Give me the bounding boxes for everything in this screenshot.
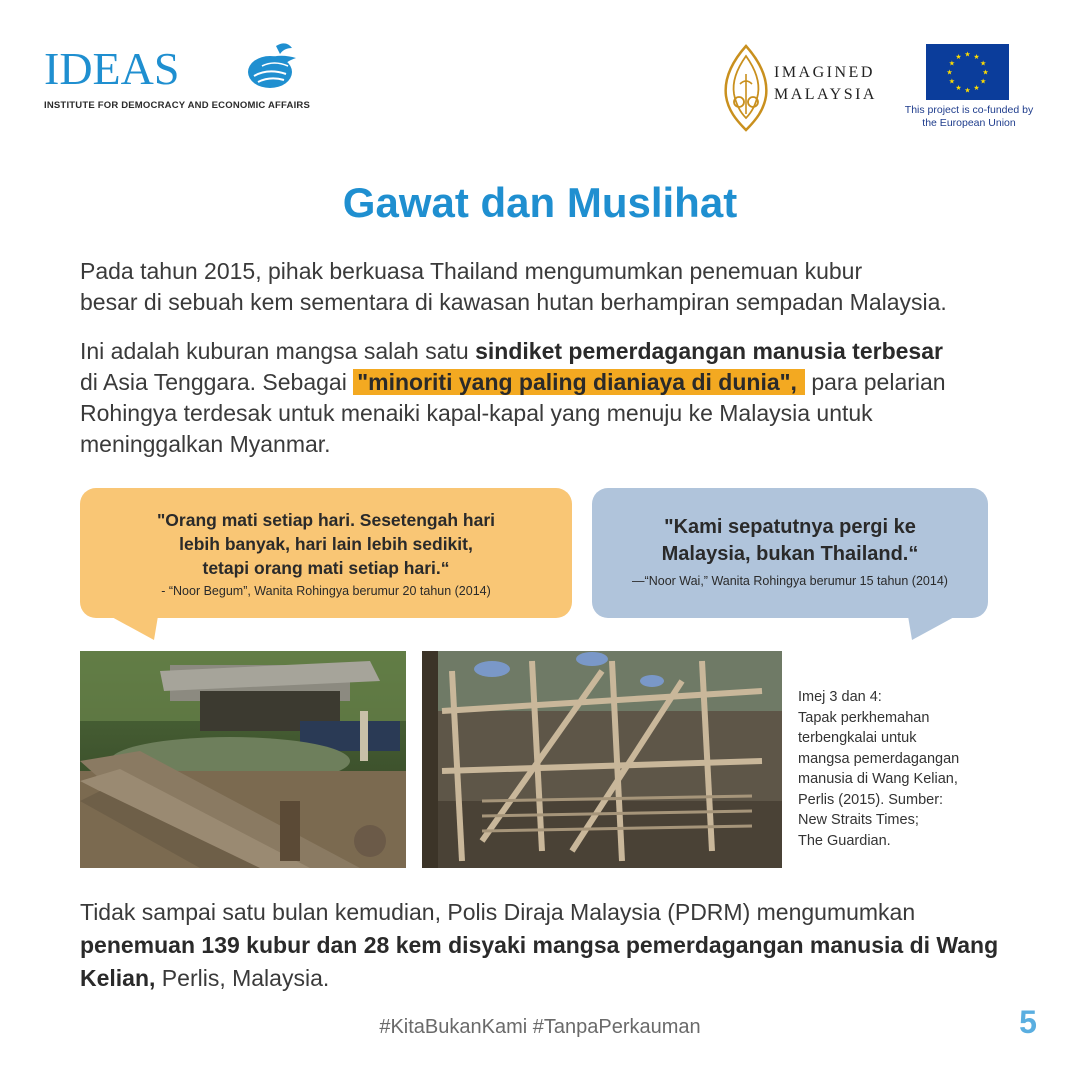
photo-forest-camp — [80, 651, 406, 868]
quote-line: Malaysia, bukan Thailand.“ — [661, 543, 919, 565]
svg-text:★: ★ — [948, 59, 956, 68]
svg-text:★: ★ — [948, 77, 956, 86]
photo-abandoned-shelter — [422, 651, 782, 868]
paragraph-text: di Asia Tenggara. Sebagai — [80, 369, 354, 395]
svg-text:★: ★ — [982, 68, 989, 77]
quote-line: lebih banyak, hari lain lebih sedikit, — [179, 534, 473, 554]
bold-phrase: penemuan 139 kubur dan 28 kem disyaki mangsa pemerdagangan manusia di Wang Kelian, — [80, 932, 999, 991]
eu-caption-line: the European Union — [922, 117, 1016, 129]
svg-text:★: ★ — [946, 68, 953, 77]
intro-paragraph — [80, 256, 1010, 318]
quote-attribution: —“Noor Wai,” Wanita Rohingya berumur 15 tahun (2014) — [632, 574, 948, 588]
speech-bubble-tail — [908, 616, 956, 640]
image-caption — [798, 687, 988, 851]
paragraph-text: Ini adalah kuburan mangsa salah satu — [80, 338, 476, 364]
svg-text:★: ★ — [964, 86, 971, 95]
ideas-logo-text: IDEAS — [44, 43, 180, 94]
ideas-subtitle: INSTITUTE FOR DEMOCRACY AND ECONOMIC AFFAIRS — [44, 100, 311, 111]
bird-icon — [240, 40, 306, 96]
quote-text — [80, 508, 572, 580]
paragraph-line: Tidak sampai satu bulan kemudian, Polis Diraja Malaysia (PDRM) mengumumkan — [80, 899, 916, 925]
page-number: 5 — [1019, 1004, 1037, 1040]
svg-text:★: ★ — [973, 52, 980, 61]
quote-line: "Kami sepatutnya pergi ke — [664, 516, 916, 538]
quote-line: tetapi orang mati setiap hari.“ — [202, 558, 450, 578]
caption-line: Perlis (2015). Sumber: — [798, 791, 944, 808]
eu-caption — [896, 104, 1042, 130]
svg-text:★: ★ — [964, 50, 971, 59]
ideas-logo — [44, 40, 311, 120]
svg-text:★: ★ — [979, 59, 987, 68]
hashtags: #KitaBukanKami #TanpaPerkauman — [379, 1016, 701, 1038]
eu-flag-icon — [926, 44, 1009, 100]
speech-bubble-tail — [110, 616, 158, 640]
caption-line: Tapak perkhemahan — [798, 709, 930, 726]
page-title: Gawat dan Muslihat — [342, 179, 738, 226]
svg-text:★: ★ — [955, 84, 962, 93]
quote-bubble-noor-begum — [80, 488, 572, 618]
eu-caption-line: This project is co-funded by — [904, 104, 1034, 116]
context-paragraph — [80, 336, 960, 460]
gunungan-emblem-icon — [722, 44, 770, 134]
paragraph-text: Perlis, Malaysia. — [155, 965, 330, 991]
svg-text:★: ★ — [955, 52, 962, 61]
bold-phrase: sindiket pemerdagangan manusia terbesar — [475, 338, 943, 364]
svg-text:★: ★ — [973, 84, 980, 93]
quote-bubble-noor-wai — [592, 488, 988, 618]
paragraph-text: para pelarian Rohingya terdesak untuk menaiki kapal-kapal yang menuju ke Malaysia untuk meninggalkan Myanmar. — [80, 369, 946, 457]
highlighted-quote: "minoriti yang paling dianiaya di dunia", — [353, 369, 805, 395]
imagined-malaysia-logo — [722, 44, 902, 134]
caption-line: mangsa pemerdagangan — [798, 750, 960, 767]
quote-line: "Orang mati setiap hari. Sesetengah hari — [157, 510, 495, 530]
conclusion-paragraph — [80, 896, 1010, 995]
imagined-line: IMAGINED — [774, 64, 875, 81]
caption-line: Imej 3 dan 4: — [798, 689, 882, 705]
paragraph-line: besar di sebuah kem sementara di kawasan hutan berhampiran sempadan Malaysia. — [80, 289, 947, 315]
imagined-malaysia-text — [774, 62, 877, 106]
malaysia-line: MALAYSIA — [774, 86, 877, 103]
paragraph-line: Pada tahun 2015, pihak berkuasa Thailand mengumumkan penemuan kubur — [80, 258, 863, 284]
quote-text — [592, 514, 988, 568]
quote-attribution: - “Noor Begum”, Wanita Rohingya berumur 20 tahun (2014) — [161, 584, 491, 598]
caption-line: The Guardian. — [798, 832, 891, 849]
caption-line: New Straits Times; — [798, 812, 919, 828]
caption-line: manusia di Wang Kelian, — [798, 771, 958, 787]
caption-line: terbengkalai untuk — [798, 730, 917, 746]
svg-text:★: ★ — [979, 77, 987, 86]
